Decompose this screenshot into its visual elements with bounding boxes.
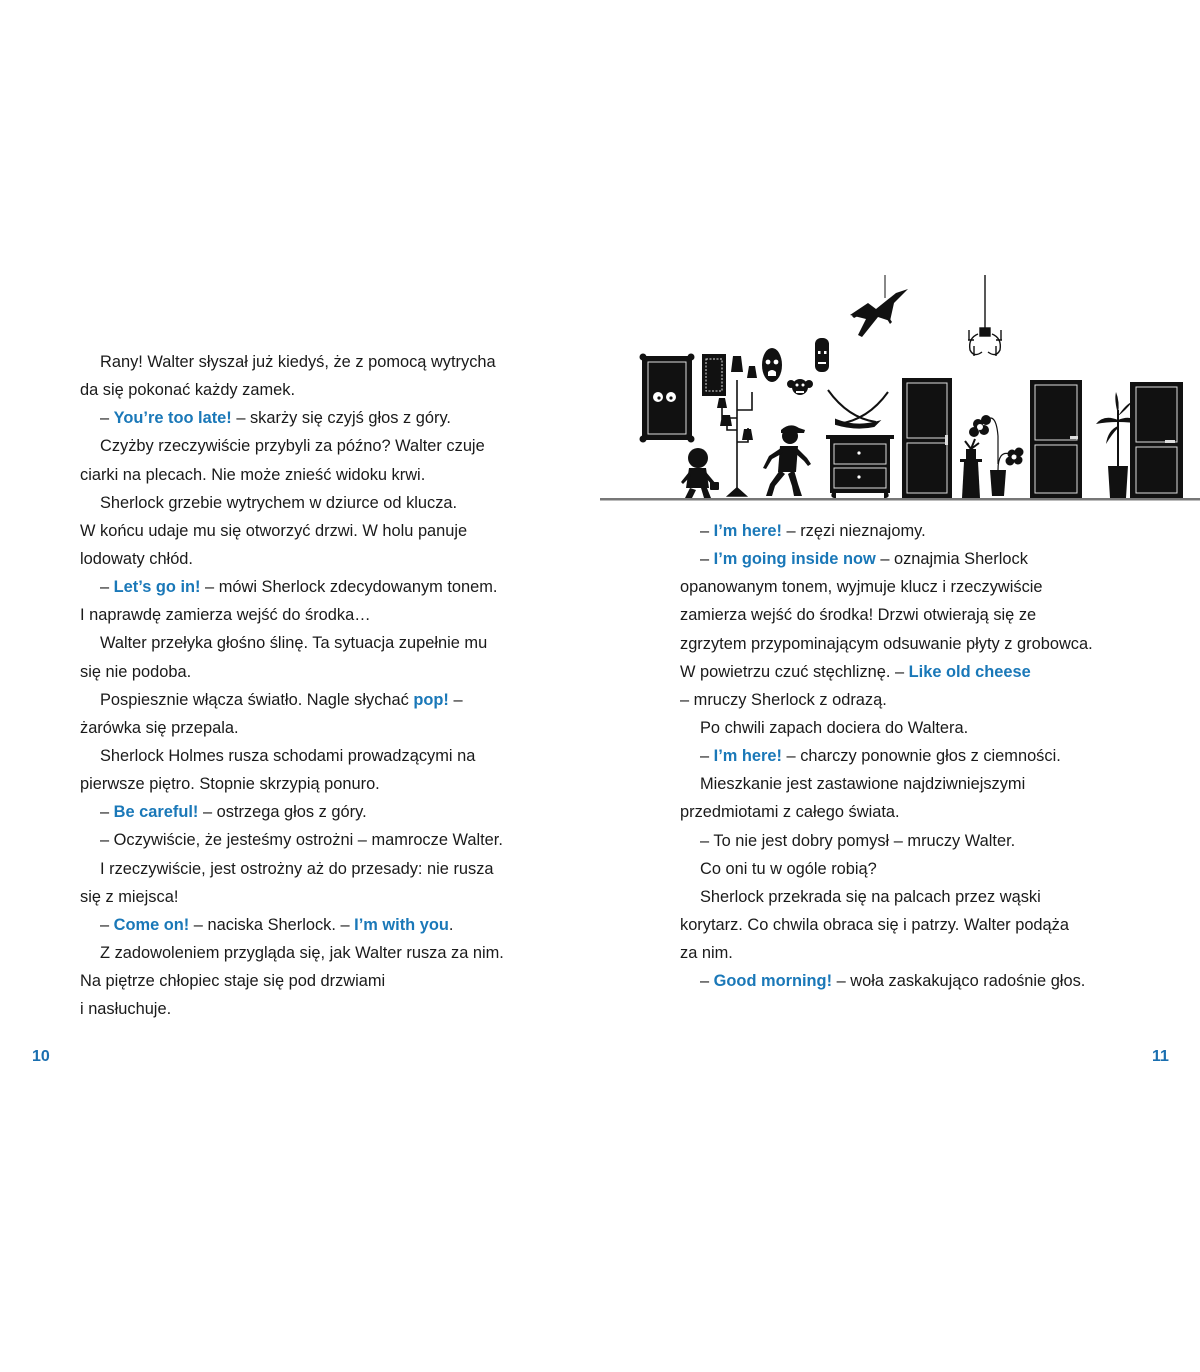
english-phrase: Good morning! <box>713 972 833 991</box>
text-line <box>80 545 530 573</box>
text-line <box>680 911 1130 939</box>
text-run: lodowaty chłód. <box>80 549 193 568</box>
text-line <box>80 404 530 432</box>
text-run: zamierza wejść do środka! Drzwi otwierają się ze <box>680 606 1037 625</box>
text-run: – skarży się czyjś głos z góry. <box>231 409 451 428</box>
page-number: 11 <box>1152 1048 1169 1065</box>
text-run: Na piętrze chłopiec staje się pod drzwiami <box>80 972 386 991</box>
text-run: Sherlock przekrada się na palcach przez wąski <box>700 887 1041 906</box>
text-run: Pospiesznie włącza światło. Nagle słychać <box>100 690 414 709</box>
text-line <box>80 573 530 601</box>
english-phrase: Be careful! <box>113 803 199 822</box>
text-run: – <box>700 550 714 569</box>
text-line <box>80 686 530 714</box>
door-icon <box>1030 380 1082 498</box>
text-run: – ostrzega głos z góry. <box>198 803 367 822</box>
monkey-mask-icon <box>787 379 813 395</box>
text-line <box>680 855 1130 883</box>
mask-icon <box>762 348 782 382</box>
portrait-frame-icon <box>640 354 695 443</box>
text-line <box>680 658 1130 686</box>
text-run: i nasłuchuje. <box>80 1000 172 1019</box>
door-icon <box>1130 382 1183 498</box>
text-run: . <box>448 915 454 934</box>
text-line <box>680 939 1130 967</box>
floor-line <box>600 498 1200 501</box>
text-run: – <box>100 409 114 428</box>
text-run: Sherlock grzebie wytrychem w dziurce od klucza. <box>100 493 458 512</box>
walter-silhouette <box>681 448 719 498</box>
text-run: I rzeczywiście, jest ostrożny aż do przesady: nie rusza <box>100 859 494 878</box>
door-icon <box>902 378 952 498</box>
text-run: Co oni tu w ogóle robią? <box>700 859 877 878</box>
english-phrase: Let’s go in! <box>113 578 201 597</box>
text-run: Sherlock Holmes rusza schodami prowadzącymi na <box>100 746 476 765</box>
mirror-icon <box>702 354 726 396</box>
text-run: – charczy ponownie głos z ciemności. <box>782 747 1061 766</box>
text-run: – <box>100 803 114 822</box>
text-run: W powietrzu czuć stęchliznę. – <box>680 662 909 681</box>
tribal-mask-icon <box>815 338 829 372</box>
text-run: Mieszkanie jest zastawione najdziwniejszymi <box>700 775 1026 794</box>
text-line <box>680 967 1130 995</box>
english-phrase: I’m here! <box>713 747 782 766</box>
text-line <box>680 573 1130 601</box>
text-line <box>680 545 1130 573</box>
text-run: za nim. <box>680 944 733 963</box>
text-run: Czyżby rzeczywiście przybyli za późno? Walter czuje <box>100 437 485 456</box>
english-phrase: I’m here! <box>713 522 782 540</box>
text-run: – woła zaskakująco radośnie głos. <box>832 972 1086 991</box>
text-run: – rzęzi nieznajomy. <box>782 522 926 540</box>
english-phrase: I’m with you <box>354 915 449 934</box>
text-line <box>80 826 530 854</box>
text-run: przedmiotami z całego świata. <box>680 803 900 822</box>
potted-flower-icon <box>990 448 1024 497</box>
text-run: da się pokonać każdy zamek. <box>80 381 296 400</box>
text-line <box>680 742 1130 770</box>
text-run: I naprawdę zamierza wejść do środka… <box>80 606 371 625</box>
text-line <box>80 629 530 657</box>
text-line <box>80 432 530 460</box>
text-line <box>80 939 530 967</box>
text-run: żarówka się przepala. <box>80 718 239 737</box>
left-page-text <box>80 348 530 1023</box>
text-line <box>80 517 530 545</box>
text-run: zgrzytem przypominającym odsuwanie płyty z grobowca. <box>680 634 1093 653</box>
english-phrase: You’re too late! <box>113 409 232 428</box>
text-run: – <box>700 972 714 991</box>
text-line <box>80 658 530 686</box>
text-run: – <box>448 690 463 709</box>
text-line <box>680 517 1130 545</box>
text-line <box>80 489 530 517</box>
text-line <box>80 855 530 883</box>
text-run: korytarz. Co chwila obraca się i patrzy. Walter podąża <box>680 915 1069 934</box>
text-run: opanowanym tonem, wyjmuje klucz i rzeczywiście <box>680 578 1043 597</box>
english-phrase: I’m going inside now <box>713 550 876 569</box>
text-line <box>80 601 530 629</box>
english-phrase: Like old cheese <box>908 662 1031 681</box>
text-run: ciarki na plecach. Nie może znieść widoku krwi. <box>80 465 426 484</box>
text-run: – Oczywiście, że jesteśmy ostrożni – mamrocze Walter. <box>100 831 503 850</box>
right-page-text <box>680 517 1130 995</box>
text-run: Rany! Walter słyszał już kiedyś, że z pomocą wytrycha <box>100 353 496 371</box>
text-line <box>80 461 530 489</box>
text-run: pierwsze piętro. Stopnie skrzypią ponuro. <box>80 775 380 794</box>
text-line <box>680 686 1130 714</box>
dresser-icon <box>826 435 894 498</box>
text-line <box>680 601 1130 629</box>
text-line <box>80 995 530 1023</box>
text-line <box>680 714 1130 742</box>
text-run: Z zadowoleniem przygląda się, jak Walter rusza za nim. <box>100 943 504 962</box>
text-line <box>80 770 530 798</box>
text-run: – <box>100 915 114 934</box>
text-line <box>680 630 1130 658</box>
text-line <box>80 348 530 376</box>
text-run: się nie podoba. <box>80 662 192 681</box>
text-line <box>680 770 1130 798</box>
text-line <box>80 798 530 826</box>
text-line <box>80 967 530 995</box>
hallway-illustration <box>600 270 1200 505</box>
text-line <box>680 827 1130 855</box>
text-line <box>680 798 1130 826</box>
text-run: – mówi Sherlock zdecydowanym tonem. <box>200 578 498 597</box>
text-line <box>80 742 530 770</box>
english-phrase: pop! <box>413 690 449 709</box>
page-number: 10 <box>32 1048 50 1065</box>
text-run: W końcu udaje mu się otworzyć drzwi. W holu panuje <box>80 521 468 540</box>
text-run: – mruczy Sherlock z odrazą. <box>680 690 887 709</box>
crossed-swords-icon <box>828 390 888 428</box>
text-run: Po chwili zapach dociera do Waltera. <box>700 718 969 737</box>
sherlock-silhouette <box>763 425 811 496</box>
text-line <box>680 883 1130 911</box>
text-run: się z miejsca! <box>80 887 179 906</box>
text-run: – <box>100 578 114 597</box>
text-line <box>80 883 530 911</box>
right-page <box>600 0 1200 1372</box>
text-run: – <box>700 747 714 766</box>
english-phrase: Come on! <box>113 915 190 934</box>
text-run: – To nie jest dobry pomysł – mruczy Walter. <box>700 831 1016 850</box>
text-run: – <box>700 522 714 540</box>
text-run: Walter przełyka głośno ślinę. Ta sytuacja zupełnie mu <box>100 634 488 653</box>
text-line <box>80 911 530 939</box>
text-run: – naciska Sherlock. – <box>189 915 355 934</box>
chandelier-icon <box>968 275 1002 356</box>
plant-pedestal-icon <box>960 439 982 498</box>
text-line <box>80 714 530 742</box>
text-run: – oznajmia Sherlock <box>875 550 1028 569</box>
text-line <box>80 376 530 404</box>
